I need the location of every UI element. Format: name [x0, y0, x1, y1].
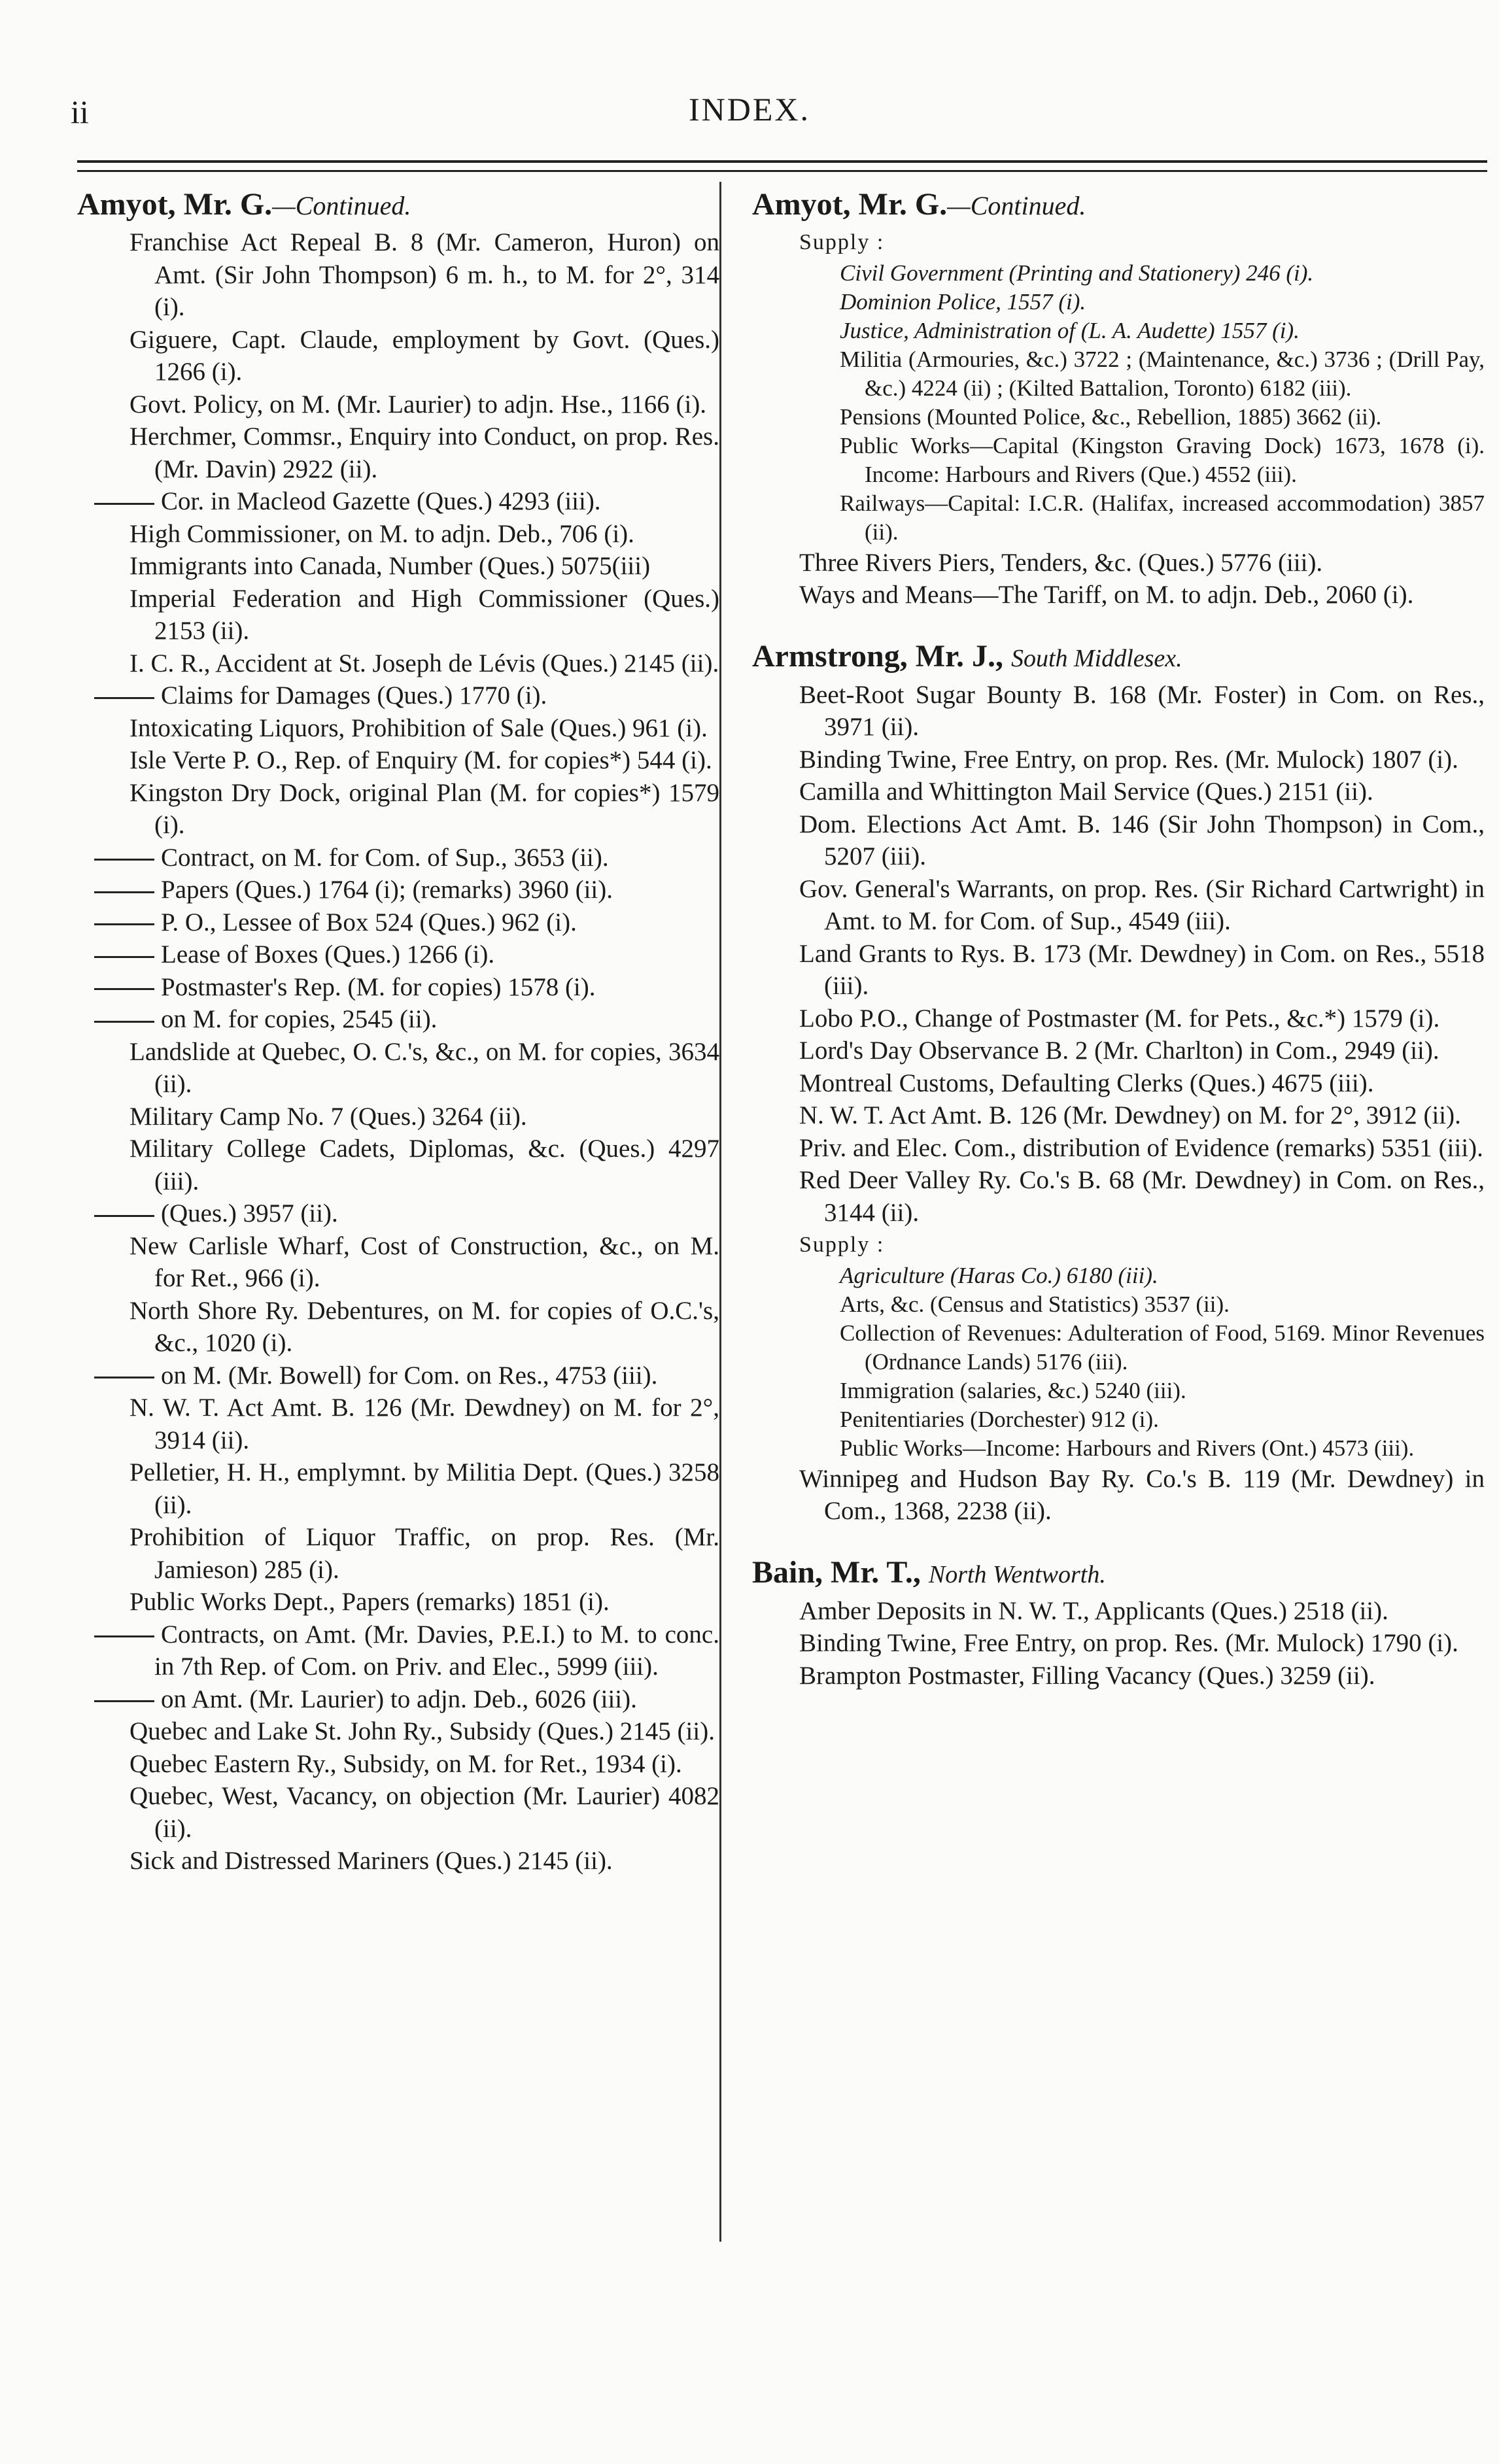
index-entry-list [129, 226, 719, 1877]
supply-item: Dominion Police, 1557 (i). [840, 288, 1086, 315]
index-entry: Lord's Day Observance B. 2 (Mr. Charlton) in Com., 2949 (ii). [799, 1036, 1439, 1065]
page-number: ii [71, 94, 89, 130]
supply-item: Justice, Administration of (L. A. Audette) 1557 (i). [840, 317, 1300, 343]
index-entry: Military College Cadets, Diplomas, &c. (Ques.) 4297 (iii). [129, 1135, 719, 1195]
index-subentry: Contracts, on Amt. (Mr. Davies, P.E.I.) to M. to conc. in 7th Rep. of Com. on Priv. and Elec., 5999 (iii). [129, 1618, 719, 1683]
member-name: Armstrong, Mr. J., [752, 638, 1003, 674]
index-entry: Public Works Dept., Papers (remarks) 1851 (i). [129, 1588, 610, 1616]
supply-item: Public Works—Capital (Kingston Graving Dock) 1673, 1678 (i). Income: Harbours and Rivers (Que.) 4552 (iii). [840, 432, 1485, 487]
supply-item: Railways—Capital: I.C.R. (Halifax, increased accommodation) 3857 (ii). [840, 490, 1485, 545]
index-subentry: on M. (Mr. Bowell) for Com. on Res., 4753 (iii). [129, 1360, 719, 1392]
index-entry: Three Rivers Piers, Tenders, &c. (Ques.) 5776 (iii). [799, 548, 1323, 577]
riding-name: South Middlesex. [1010, 644, 1182, 672]
riding-name: North Wentworth. [928, 1560, 1106, 1588]
supply-item: Pensions (Mounted Police, &c., Rebellion, 1885) 3662 (ii). [840, 403, 1382, 430]
member-heading [752, 636, 1485, 679]
index-entry: Herchmer, Commsr., Enquiry into Conduct, on prop. Res. (Mr. Davin) 2922 (ii). [129, 422, 719, 483]
index-entry: Prohibition of Liquor Traffic, on prop. Res. (Mr. Jamieson) 285 (i). [129, 1523, 719, 1584]
member-heading [752, 184, 1485, 226]
index-entry: Pelletier, H. H., emplymnt. by Militia Dept. (Ques.) 3258 (ii). [129, 1458, 719, 1519]
supply-label: Supply : [799, 1233, 885, 1257]
supply-item: Militia (Armouries, &c.) 3722 ; (Maintenance, &c.) 3736 ; (Drill Pay, &c.) 4224 (ii) ; (Kilted Battalion, Toronto) 6182 (iii). [840, 346, 1485, 401]
supply-item: Immigration (salaries, &c.) 5240 (iii). [840, 1377, 1186, 1403]
index-entry: Land Grants to Rys. B. 173 (Mr. Dewdney) in Com. on Res., 5518 (iii). [799, 939, 1485, 1000]
index-entry: I. C. R., Accident at St. Joseph de Lévis (Ques.) 2145 (ii). [129, 649, 719, 677]
supply-item: Collection of Revenues: Adulteration of Food, 5169. Minor Revenues (Ordnance Lands) 5176 (iii). [840, 1320, 1485, 1375]
index-entry: Landslide at Quebec, O. C.'s, &c., on M. for copies, 3634 (ii). [129, 1037, 719, 1098]
continued-label: —Continued. [272, 191, 411, 220]
supply-item: Civil Government (Printing and Stationery) 246 (i). [840, 260, 1314, 286]
index-subentry: on Amt. (Mr. Laurier) to adjn. Deb., 6026 (iii). [129, 1683, 719, 1716]
index-entry: Beet-Root Sugar Bounty B. 168 (Mr. Foster) in Com. on Res., 3971 (ii). [799, 680, 1485, 741]
left-column [77, 184, 719, 1877]
index-entry: Gov. General's Warrants, on prop. Res. (Sir Richard Cartwright) in Amt. to M. for Com. of Sup., 4549 (iii). [799, 874, 1485, 935]
index-entry: Dom. Elections Act Amt. B. 146 (Sir John Thompson) in Com., 5207 (iii). [799, 810, 1485, 870]
index-entry: Ways and Means—The Tariff, on M. to adjn. Deb., 2060 (i). [799, 581, 1414, 609]
index-entry: Intoxicating Liquors, Prohibition of Sale (Ques.) 961 (i). [129, 713, 708, 742]
index-entry: Giguere, Capt. Claude, employment by Govt. (Ques.) 1266 (i). [129, 325, 719, 386]
supply-item: Public Works—Income: Harbours and Rivers (Ont.) 4573 (iii). [840, 1435, 1415, 1461]
column-divider [719, 182, 721, 2242]
index-entry: Imperial Federation and High Commissioner (Ques.) 2153 (ii). [129, 584, 719, 645]
index-entry: Quebec Eastern Ry., Subsidy, on M. for Ret., 1934 (i). [129, 1749, 682, 1778]
index-entry: Sick and Distressed Mariners (Ques.) 2145 (ii). [129, 1847, 613, 1875]
index-subentry: Lease of Boxes (Ques.) 1266 (i). [129, 938, 719, 971]
index-entry: Binding Twine, Free Entry, on prop. Res. (Mr. Mulock) 1790 (i). [799, 1629, 1458, 1657]
supply-item: Agriculture (Haras Co.) 6180 (iii). [840, 1262, 1158, 1288]
index-entry: Quebec and Lake St. John Ry., Subsidy (Ques.) 2145 (ii). [129, 1717, 715, 1745]
index-entry: Franchise Act Repeal B. 8 (Mr. Cameron, Huron) on Amt. (Sir John Thompson) 6 m. h., to M. for 2°, 314 (i). [129, 228, 719, 321]
index-entry: Camilla and Whittington Mail Service (Ques.) 2151 (ii). [799, 778, 1373, 806]
index-entry: Kingston Dry Dock, original Plan (M. for copies*) 1579 (i). [129, 778, 719, 839]
member-name: Amyot, Mr. G. [752, 187, 948, 222]
index-entry: Priv. and Elec. Com., distribution of Evidence (remarks) 5351 (iii). [799, 1133, 1483, 1162]
index-subentry: on M. for copies, 2545 (ii). [129, 1003, 719, 1036]
index-entry: Immigrants into Canada, Number (Ques.) 5075(iii) [129, 552, 651, 580]
member-heading [77, 184, 719, 226]
member-name: Bain, Mr. T., [752, 1554, 921, 1590]
index-entry: Quebec, West, Vacancy, on objection (Mr. Laurier) 4082 (ii). [129, 1782, 719, 1843]
index-entry: Military Camp No. 7 (Ques.) 3264 (ii). [129, 1102, 527, 1131]
index-entry: High Commissioner, on M. to adjn. Deb., 706 (i). [129, 519, 634, 548]
index-entry: Lobo P.O., Change of Postmaster (M. for Pets., &c.*) 1579 (i). [799, 1004, 1440, 1033]
header-rule [77, 160, 1487, 163]
member-name: Amyot, Mr. G. [77, 187, 273, 222]
index-entry: Red Deer Valley Ry. Co.'s B. 68 (Mr. Dewdney) in Com. on Res., 3144 (ii). [799, 1166, 1485, 1227]
index-entry: Isle Verte P. O., Rep. of Enquiry (M. for copies*) 544 (i). [129, 746, 712, 774]
index-entry: Binding Twine, Free Entry, on prop. Res. (Mr. Mulock) 1807 (i). [799, 745, 1458, 774]
index-subentry: Cor. in Macleod Gazette (Ques.) 4293 (iii). [129, 485, 719, 518]
index-subentry: P. O., Lessee of Box 524 (Ques.) 962 (i). [129, 906, 719, 939]
index-entry: N. W. T. Act Amt. B. 126 (Mr. Dewdney) on M. for 2°, 3912 (ii). [799, 1101, 1461, 1129]
supply-item: Penitentiaries (Dorchester) 912 (i). [840, 1406, 1159, 1432]
index-subentry: Claims for Damages (Ques.) 1770 (i). [129, 679, 719, 712]
index-subentry: (Ques.) 3957 (ii). [129, 1197, 719, 1230]
member-heading [752, 1552, 1485, 1595]
index-entry: Brampton Postmaster, Filling Vacancy (Ques.) 3259 (ii). [799, 1661, 1375, 1690]
index-entry: Govt. Policy, on M. (Mr. Laurier) to adjn. Hse., 1166 (i). [129, 390, 707, 419]
supply-label: Supply : [799, 230, 885, 254]
index-entry: Amber Deposits in N. W. T., Applicants (Ques.) 2518 (ii). [799, 1596, 1388, 1625]
index-subentry: Contract, on M. for Com. of Sup., 3653 (ii). [129, 842, 719, 874]
right-column [752, 184, 1485, 1692]
index-entry: N. W. T. Act Amt. B. 126 (Mr. Dewdney) on M. for 2°, 3914 (ii). [129, 1394, 719, 1454]
index-subentry: Papers (Ques.) 1764 (i); (remarks) 3960 (ii). [129, 874, 719, 906]
header-rule-thin [77, 170, 1487, 172]
index-entry: North Shore Ry. Debentures, on M. for copies of O.C.'s, &c., 1020 (i). [129, 1296, 719, 1357]
index-entry: Montreal Customs, Defaulting Clerks (Ques.) 4675 (iii). [799, 1069, 1374, 1097]
index-entry: New Carlisle Wharf, Cost of Construction, &c., on M. for Ret., 966 (i). [129, 1231, 719, 1292]
supply-item: Arts, &c. (Census and Statistics) 3537 (ii). [840, 1291, 1230, 1317]
page-title: INDEX. [688, 91, 811, 128]
index-subentry: Postmaster's Rep. (M. for copies) 1578 (i). [129, 971, 719, 1004]
continued-label: —Continued. [947, 191, 1086, 220]
index-entry: Winnipeg and Hudson Bay Ry. Co.'s B. 119 (Mr. Dewdney) in Com., 1368, 2238 (ii). [799, 1464, 1485, 1525]
